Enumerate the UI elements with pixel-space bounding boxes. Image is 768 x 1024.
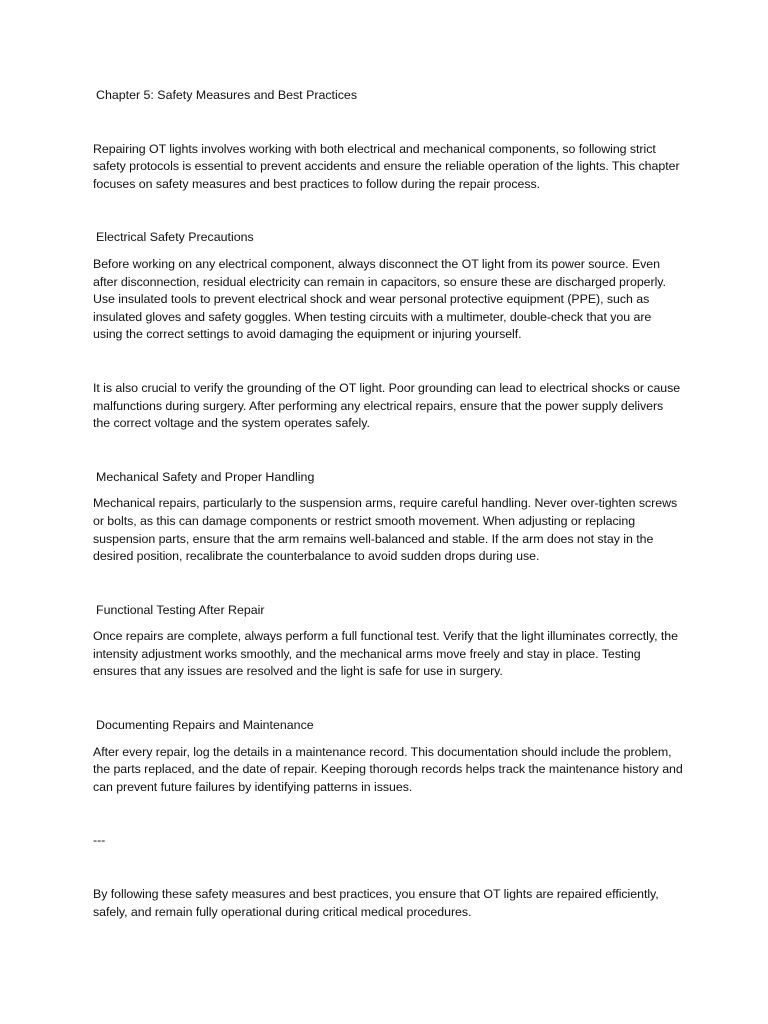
section-heading-documenting: Documenting Repairs and Maintenance bbox=[96, 718, 314, 733]
intro-paragraph: Repairing OT lights involves working with both electrical and mechanical components, so following strict safety protocols is essential to prevent accidents and ensure the reliable operation of the lights. This chapter focuses on safety measures and best practices to follow during the repair process. bbox=[93, 141, 680, 191]
section-heading-electrical: Electrical Safety Precautions bbox=[96, 230, 254, 245]
section-paragraph-mechanical: Mechanical repairs, particularly to the suspension arms, require careful handling. Never over-tighten screws or bolts, as this can damage components or restrict smooth movement. When adjusting or replacing suspension parts, ensure that the arm remains well-balanced and stable. If the arm does not stay in the desired position, recalibrate the counterbalance to avoid sudden drops during use. bbox=[93, 496, 678, 564]
conclusion-paragraph: By following these safety measures and best practices, you ensure that OT lights are repaired efficiently, safely, and remain fully operational during critical medical procedures. bbox=[93, 887, 659, 919]
section-paragraph-functional-testing: Once repairs are complete, always perform a full functional test. Verify that the light illuminates correctly, the intensity adjustment works smoothly, and the mechanical arms move freely and stay in place. Testing ensures that any issues are resolved and the light is safe for use in surgery. bbox=[93, 629, 678, 679]
section-heading-mechanical: Mechanical Safety and Proper Handling bbox=[96, 469, 315, 484]
section-divider: --- bbox=[93, 833, 106, 848]
section-paragraph-electrical-2: It is also crucial to verify the grounding of the OT light. Poor grounding can lead to electrical shocks or cause malfunctions during surgery. After performing any electrical repairs, ensure that the power supply delivers the correct voltage and the system operates safely. bbox=[93, 380, 681, 431]
chapter-title: Chapter 5: Safety Measures and Best Practices bbox=[96, 88, 358, 102]
section-paragraph-electrical-1: Before working on any electrical component, always disconnect the OT light from its power source. Even after disconnection, residual electricity can remain in capacitors, so ensure these are discharged properly. Use insulated tools to prevent electrical shock and wear personal protective equipment (PPE), such as insulated gloves and safety goggles. When testing circuits with a multimeter, double-check that you are using the correct settings to avoid damaging the equipment or injuring yourself. bbox=[93, 256, 666, 342]
document-body bbox=[93, 87, 683, 921]
section-heading-functional-testing: Functional Testing After Repair bbox=[96, 602, 265, 617]
section-paragraph-documenting: After every repair, log the details in a maintenance record. This documentation should include the problem, the parts replaced, and the date of repair. Keeping thorough records helps track the maintenance history and can prevent future failures by identifying patterns in issues. bbox=[93, 744, 683, 794]
